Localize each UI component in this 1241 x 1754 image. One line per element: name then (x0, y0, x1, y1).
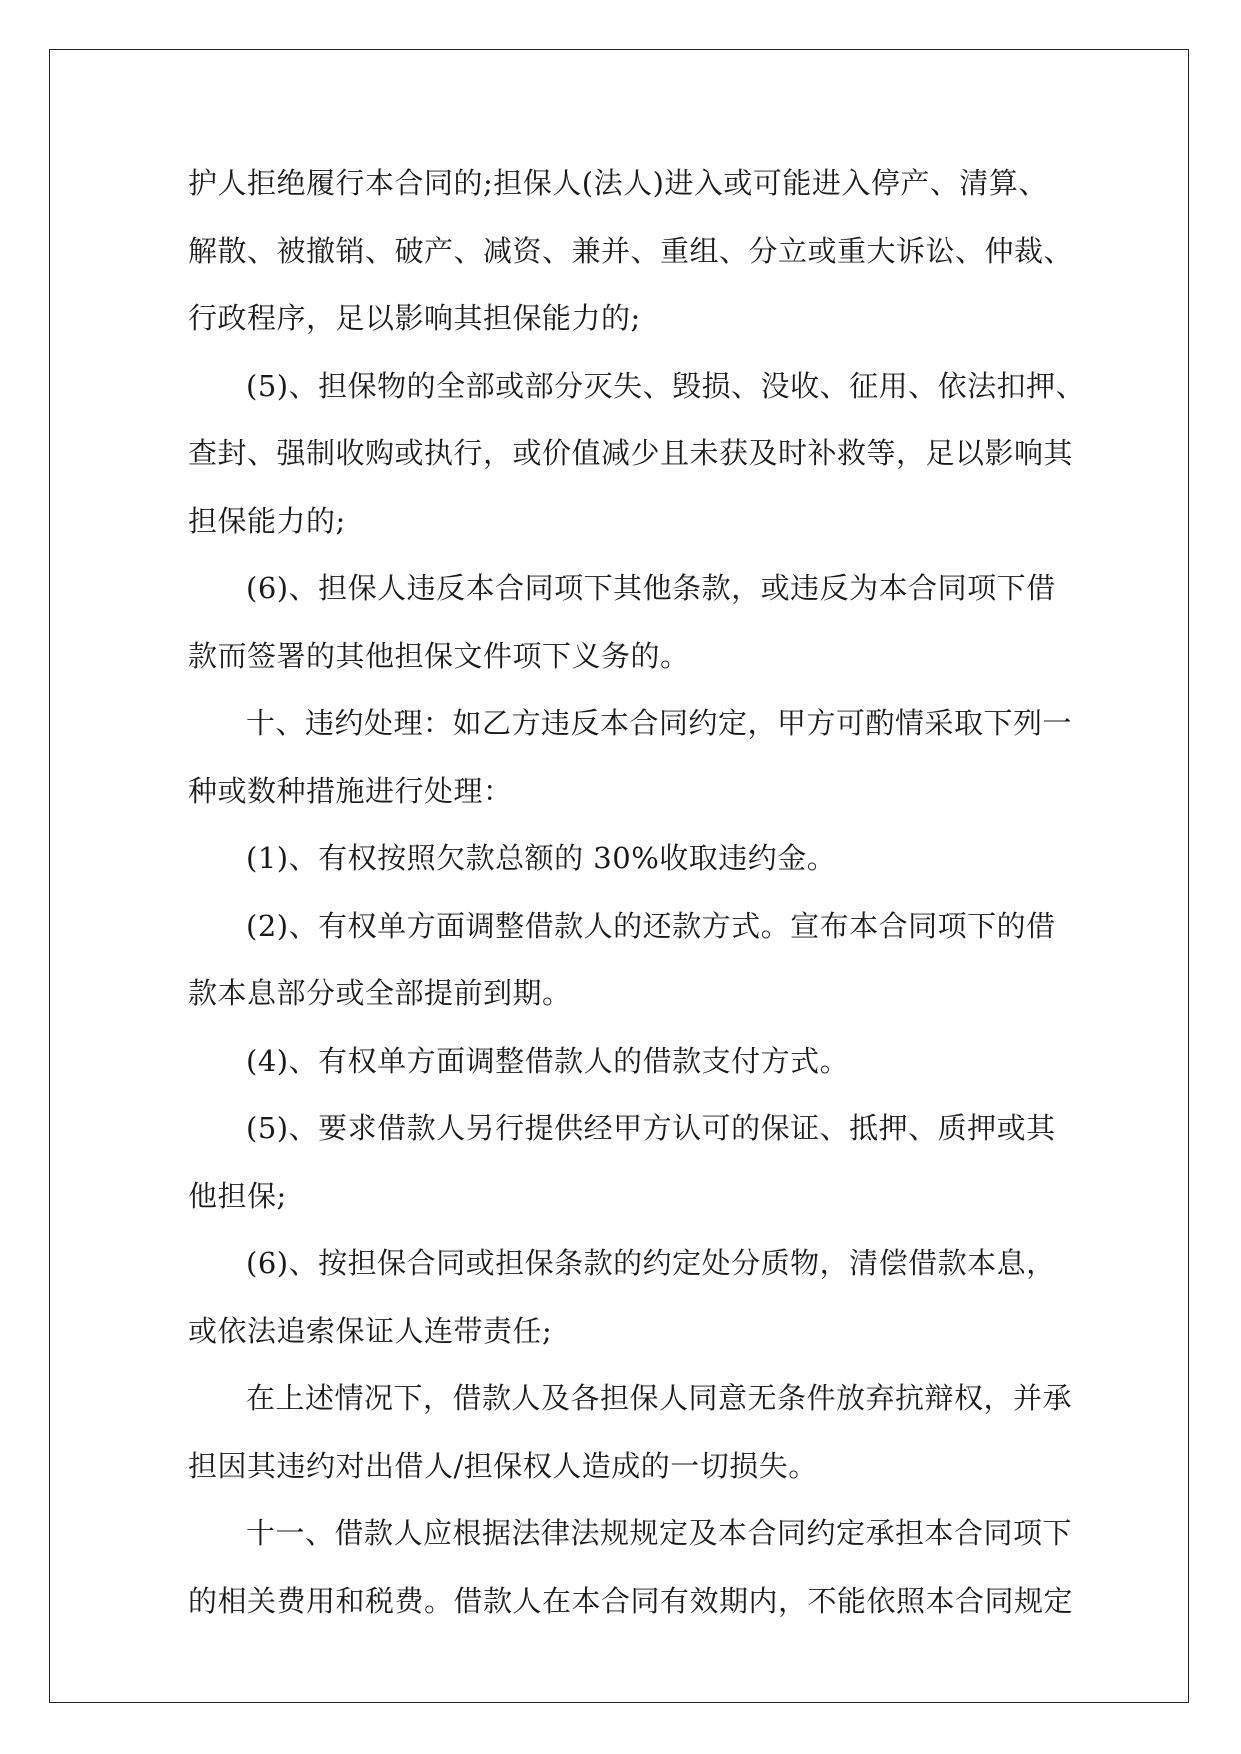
text-line: (5)、担保物的全部或部分灭失、毁损、没收、征用、依法扣押、 (246, 368, 1086, 403)
text-line: 种或数种措施进行处理： (188, 773, 513, 808)
text-line: 在上述情况下，借款人及各担保人同意无条件放弃抗辩权，并承 (246, 1381, 1073, 1415)
text-line: (6)、担保人违反本合同项下其他条款，或违反为本合同项下借 (246, 571, 1056, 605)
text-line: (2)、有权单方面调整借款人的还款方式。宣布本合同项下的借 (246, 908, 1056, 943)
text-line: 款本息部分或全部提前到期。 (188, 976, 572, 1010)
text-line: 担因其违约对出借人/担保权人造成的一切损失。 (188, 1448, 818, 1483)
text-line: 的相关费用和税费。借款人在本合同有效期内，不能依照本合同规定 (188, 1583, 1074, 1618)
text-line: 十、违约处理：如乙方违反本合同约定，甲方可酌情采取下列一 (246, 706, 1073, 740)
text-line: 解散、被撤销、破产、减资、兼并、重组、分立或重大诉讼、仲裁、 (188, 233, 1074, 268)
text-line: 十一、借款人应根据法律法规规定及本合同约定承担本合同项下 (246, 1516, 1073, 1550)
text-line: 查封、强制收购或执行，或价值减少且未获及时补救等，足以影响其 (188, 436, 1074, 470)
text-line: (5)、要求借款人另行提供经甲方认可的保证、抵押、质押或其 (246, 1111, 1056, 1145)
text-line: (4)、有权单方面调整借款人的借款支付方式。 (246, 1043, 850, 1078)
text-line: (6)、按担保合同或担保条款的约定处分质物，清偿借款本息， (246, 1246, 1056, 1280)
text-line: 款而签署的其他担保文件项下义务的。 (188, 638, 690, 673)
document-body (188, 150, 1086, 1635)
text-line: 或依法追索保证人连带责任; (188, 1313, 553, 1348)
text-line: 护人拒绝履行本合同的;担保人(法人)进入或可能进入停产、清算、 (188, 166, 1048, 200)
text-line: 行政程序，足以影响其担保能力的; (188, 301, 641, 335)
text-line: (1)、有权按照欠款总额的 30%收取违约金。 (246, 841, 837, 875)
text-line: 他担保; (188, 1178, 287, 1213)
text-line: 担保能力的; (188, 503, 346, 538)
